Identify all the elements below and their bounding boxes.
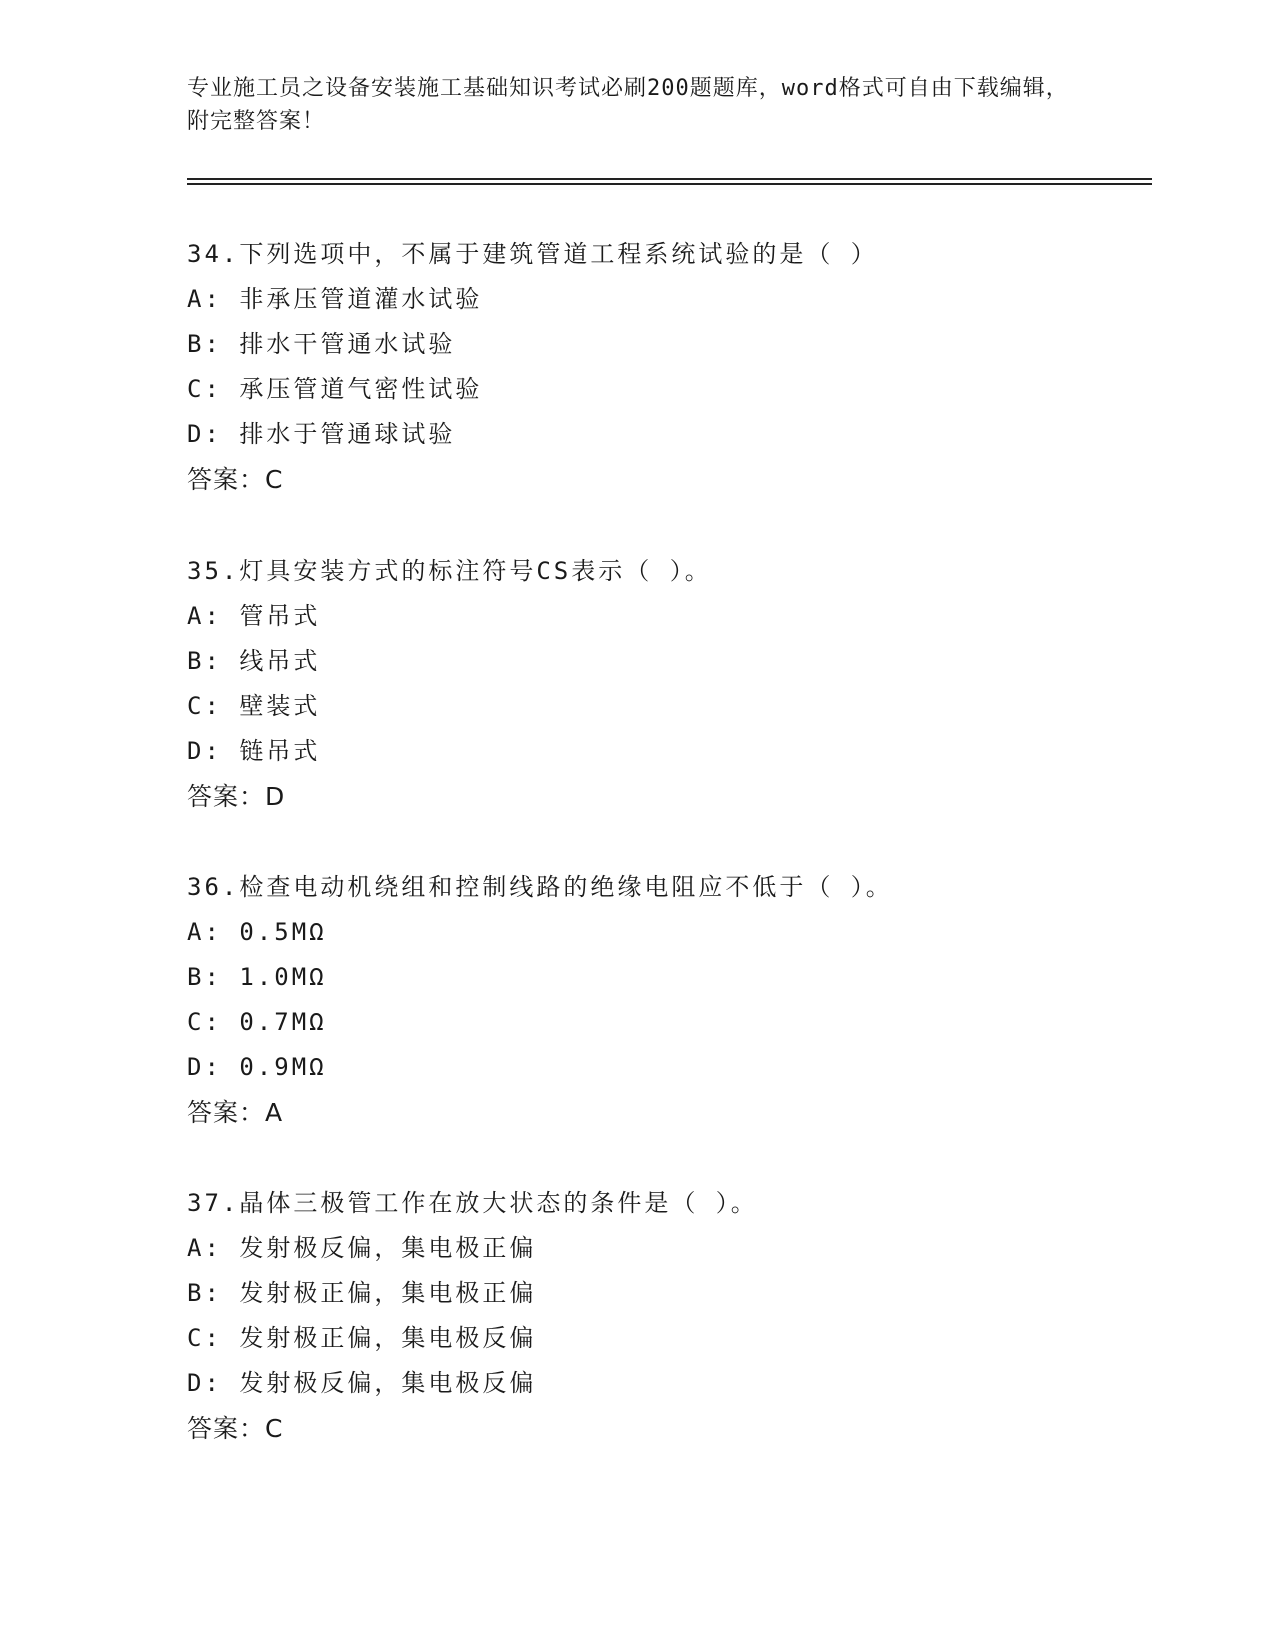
question-36 (187, 865, 1147, 1135)
option-b: B: 1.0MΩ (187, 963, 327, 991)
header-rule-top (187, 178, 1152, 180)
option-a: A: 0.5MΩ (187, 918, 327, 946)
question-stem: 34.下列选项中，不属于建筑管道工程系统试验的是（ ） (187, 240, 878, 268)
option-d: D: 排水于管通球试验 (187, 420, 456, 448)
option-c: C: 壁装式 (187, 692, 321, 720)
answer: 答案：D (187, 782, 286, 811)
document-header: 专业施工员之设备安装施工基础知识考试必刷200题题库，word格式可自由下载编辑，附完整答案！ (187, 76, 1069, 134)
answer: 答案：C (187, 1414, 284, 1443)
question-37 (187, 1181, 1147, 1451)
question-35 (187, 549, 1147, 819)
option-b: B: 排水干管通水试验 (187, 330, 456, 358)
question-stem: 35.灯具安装方式的标注符号CS表示（ ）。 (187, 557, 712, 585)
option-a: A: 非承压管道灌水试验 (187, 285, 483, 313)
option-c: C: 0.7MΩ (187, 1008, 327, 1036)
question-stem: 36.检查电动机绕组和控制线路的绝缘电阻应不低于（ ）。 (187, 873, 893, 901)
option-b: B: 发射极正偏，集电极正偏 (187, 1279, 537, 1307)
answer: 答案：C (187, 465, 284, 494)
option-c: C: 承压管道气密性试验 (187, 375, 483, 403)
option-d: D: 链吊式 (187, 737, 321, 765)
header-rule-bottom (187, 183, 1152, 185)
option-d: D: 发射极反偏，集电极反偏 (187, 1369, 537, 1397)
option-a: A: 发射极反偏，集电极正偏 (187, 1234, 537, 1262)
option-b: B: 线吊式 (187, 647, 321, 675)
question-34 (187, 232, 1147, 502)
option-a: A: 管吊式 (187, 602, 321, 630)
option-c: C: 发射极正偏，集电极反偏 (187, 1324, 537, 1352)
question-stem: 37.晶体三极管工作在放大状态的条件是（ ）。 (187, 1189, 758, 1217)
option-d: D: 0.9MΩ (187, 1053, 327, 1081)
answer: 答案：A (187, 1098, 284, 1127)
